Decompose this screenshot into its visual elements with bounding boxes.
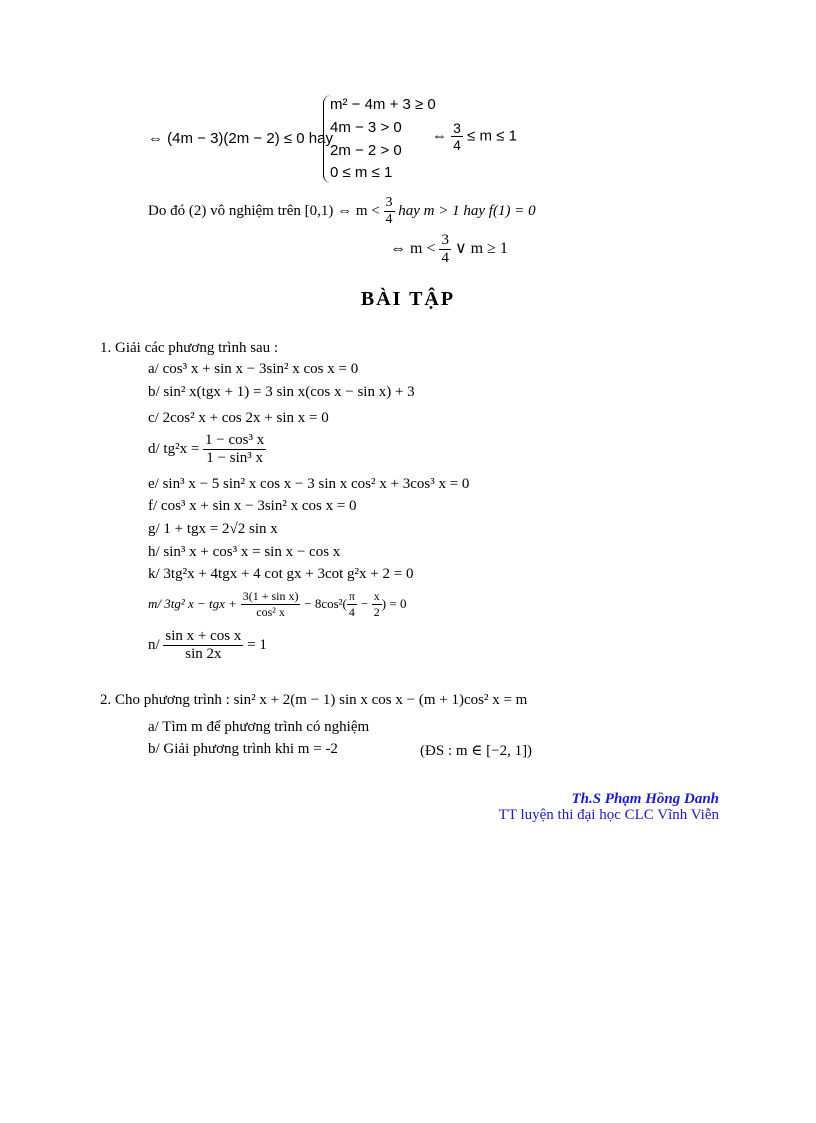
exercise-1-item-d: d/ tg²x = $\frac{\text{1 − cos³ x}}{\text{1 − sin³ x}}$ [148, 432, 265, 466]
derivation-result: ⇔ $\frac{3}{4}$ ≤ m ≤ 1 [432, 120, 517, 153]
exercise-1-heading: 1. Giải các phương trình sau : [100, 340, 279, 356]
section-title: BÀI TẬP [360, 288, 456, 310]
exercise-1-item-h: h/ sin³ x + cos³ x = sin x − cos x [148, 544, 341, 560]
author-organization: TT luyện thi đại học CLC Vĩnh Viễn [498, 807, 719, 823]
system-row-2: 4m − 3 > 0 [330, 119, 402, 136]
exercise-1-item-k: k/ 3tg²x + 4tgx + 4 cot gx + 3cot g²x + 2 = 0 [148, 566, 414, 582]
exercise-1-item-n: n/ $\frac{\text{sin x + cos x}}{\sin 2x}$ = 1 [148, 628, 267, 662]
exercise-1-item-m: m/ 3tg² x − tgx + $\frac{\text{3(1 + sin x)}}{\text{cos² x}}$ − 8cos²( $\frac{\pi}{4}$ − $\frac{x}{2}$ ) = 0 [148, 589, 407, 619]
exercise-2-answer: (ĐS : m ∈ [−2, 1]) [420, 743, 533, 759]
exercise-1-item-a: a/ cos³ x + sin x − 3sin² x cos x = 0 [148, 361, 359, 377]
exercise-1-item-b: b/ sin² x(tgx + 1) = 3 sin x(cos x − sin x) + 3 [148, 384, 415, 400]
derivation-line-1: ⇔ (4m − 3)(2m − 2) ≤ 0 hay [148, 130, 333, 147]
exercise-1-item-f: f/ cos³ x + sin x − 3sin² x cos x = 0 [148, 498, 357, 514]
system-row-3: 2m − 2 > 0 [330, 142, 402, 159]
exercise-2-item-a: a/ Tìm m để phương trình có nghiệm [148, 719, 370, 735]
exercise-1-item-c: c/ 2cos² x + cos 2x + sin x = 0 [148, 410, 329, 426]
system-row-4: 0 ≤ m ≤ 1 [330, 164, 393, 181]
exercise-1-item-e: e/ sin³ x − 5 sin² x cos x − 3 sin x cos² x + 3cos³ x = 0 [148, 476, 470, 492]
exercise-2-item-b: b/ Giải phương trình khi m = -2 [148, 741, 338, 757]
exercise-2-heading: 2. Cho phương trình : sin² x + 2(m − 1) sin x cos x − (m + 1)cos² x = m [100, 692, 528, 708]
derivation-line-3: ⇔ m < $\frac{3}{4}$ ∨ m ≥ 1 [390, 232, 508, 266]
derivation-line-2: Do đó (2) vô nghiệm trên [0,1) ⇔ m < $\frac{3}{4}$ hay m > 1 hay f(1) = 0 [148, 195, 536, 227]
author-name: Th.S Phạm Hồng Danh [571, 791, 719, 807]
system-row-1: m² − 4m + 3 ≥ 0 [330, 96, 436, 113]
exercise-1-item-g: g/ 1 + tgx = 2√2 sin x [148, 521, 278, 537]
